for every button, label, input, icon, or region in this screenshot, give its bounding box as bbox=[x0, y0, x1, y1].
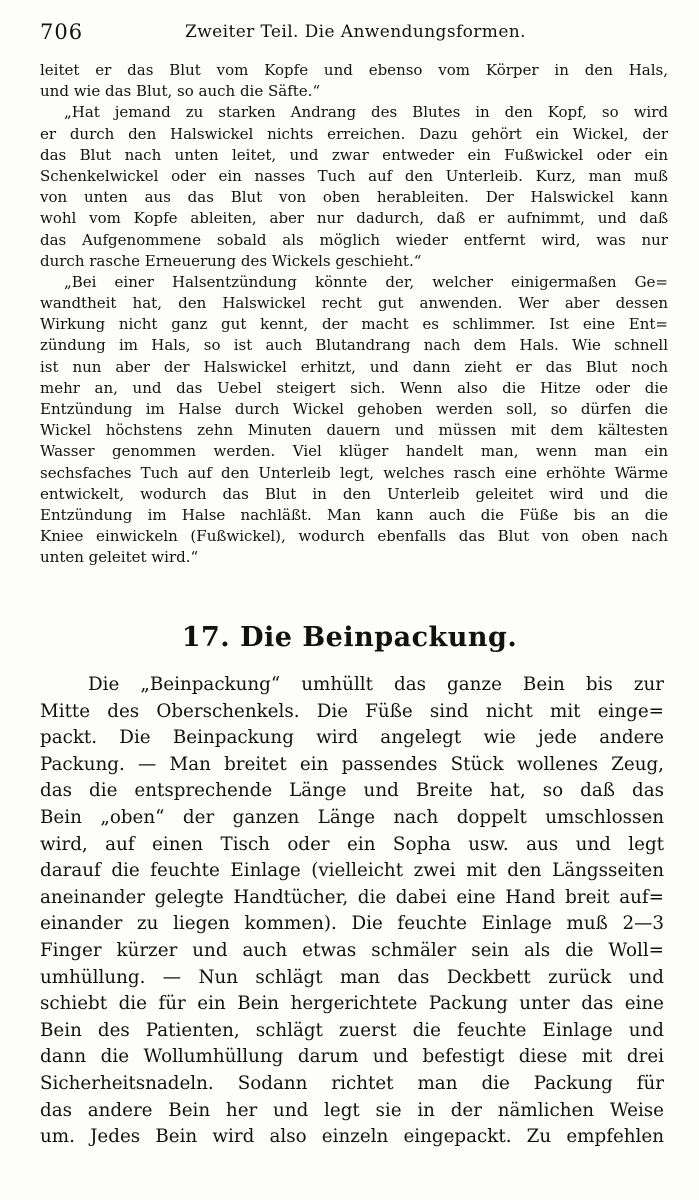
text-line: unten geleitet wird.“ bbox=[40, 548, 199, 567]
text-line: das die entsprechende Länge und Breite hat, so daß das bbox=[40, 780, 664, 802]
page-header bbox=[40, 18, 666, 48]
text-line: wohl vom Kopfe ableiten, aber nur dadurch, daß er aufnimmt, und daß bbox=[40, 209, 668, 228]
text-line: Wickel höchstens zehn Minuten dauern und müssen mit dem kältesten bbox=[40, 421, 668, 440]
text-line: Bein des Patienten, schlägt zuerst die feuchte Einlage und bbox=[40, 1019, 664, 1041]
text-line: und wie das Blut, so auch die Säfte.“ bbox=[40, 82, 321, 101]
text-line: packt. Die Beinpackung wird angelegt wie jede andere bbox=[40, 727, 664, 749]
chapter-title: 17. Die Beinpackung. bbox=[181, 622, 518, 653]
text-line: umhüllung. — Nun schlägt man das Deckbett zurück und bbox=[40, 966, 664, 988]
text-line: einander zu liegen kommen). Die feuchte Einlage muß 2—3 bbox=[40, 913, 664, 935]
text-line: „Bei einer Halsentzündung könnte der, welcher einigermaßen Ge= bbox=[64, 272, 668, 291]
text-line: das Blut nach unten leitet, und zwar entweder ein Fußwickel oder ein bbox=[40, 145, 668, 164]
text-line: Mitte des Oberschenkels. Die Füße sind nicht mit einge= bbox=[40, 700, 664, 722]
text-line: das Aufgenommene sobald als möglich wieder entfernt wird, was nur bbox=[40, 230, 668, 249]
text-line: sechsfaches Tuch auf den Unterleib legt, welches rasch eine erhöhte Wärme bbox=[40, 463, 668, 482]
running-head: Zweiter Teil. Die Anwendungsformen. bbox=[185, 22, 526, 42]
text-line: Wirkung nicht ganz gut kennt, der macht es schlimmer. Ist eine Ent= bbox=[40, 315, 668, 334]
text-line: dann die Wollumhüllung darum und befestigt diese mit drei bbox=[40, 1046, 664, 1068]
quoted-passage bbox=[40, 60, 668, 569]
page-number: 706 bbox=[40, 20, 84, 44]
text-line: schiebt die für ein Bein hergerichtete Packung unter das eine bbox=[40, 993, 664, 1015]
text-line: Finger kürzer und auch etwas schmäler sein als die Woll= bbox=[40, 939, 664, 961]
text-line: Schenkelwickel oder ein nasses Tuch auf den Unterleib. Kurz, man muß bbox=[40, 166, 668, 185]
text-line: aneinander gelegte Handtücher, die dabei eine Hand breit auf= bbox=[40, 886, 664, 908]
chapter-body bbox=[40, 672, 664, 1151]
text-line: Entzündung im Halse nachläßt. Man kann auch die Füße bis an die bbox=[40, 505, 668, 524]
text-line: er durch den Halswickel nichts erreichen. Dazu gehört ein Wickel, der bbox=[40, 124, 668, 143]
text-line: ist nun aber der Halswickel erhitzt, und dann zieht er das Blut noch bbox=[40, 357, 668, 376]
text-line: Die „Beinpackung“ umhüllt das ganze Bein bis zur bbox=[88, 674, 664, 695]
text-line: darauf die feuchte Einlage (vielleicht zwei mit den Längsseiten bbox=[40, 860, 664, 882]
text-line: das andere Bein her und legt sie in der nämlichen Weise bbox=[40, 1099, 664, 1121]
text-line: Sicherheitsnadeln. Sodann richtet man die Packung für bbox=[40, 1072, 664, 1094]
text-line: um. Jedes Bein wird also einzeln eingepackt. Zu empfehlen bbox=[40, 1126, 664, 1148]
text-line: Wasser genommen werden. Viel klüger handelt man, wenn man ein bbox=[40, 442, 668, 461]
text-line: Bein „oben“ der ganzen Länge nach doppelt umschlossen bbox=[40, 806, 664, 828]
text-line: Packung. — Man breitet ein passendes Stück wollenes Zeug, bbox=[40, 753, 664, 775]
text-line: wird, auf einen Tisch oder ein Sopha usw. aus und legt bbox=[40, 833, 664, 855]
text-line: von unten aus das Blut von oben herableiten. Der Halswickel kann bbox=[40, 188, 668, 207]
text-line: „Hat jemand zu starken Andrang des Blutes in den Kopf, so wird bbox=[64, 103, 668, 122]
text-line: zündung im Hals, so ist auch Blutandrang nach dem Hals. Wie schnell bbox=[40, 336, 668, 355]
text-line: entwickelt, wodurch das Blut in den Unterleib geleitet wird und die bbox=[40, 484, 668, 503]
text-line: Entzündung im Halse durch Wickel gehoben werden soll, so dürfen die bbox=[40, 400, 668, 418]
text-line: wandtheit hat, den Halswickel recht gut anwenden. Wer aber dessen bbox=[40, 294, 668, 313]
text-line: mehr an, und das Uebel steigert sich. Wenn also die Hitze oder die bbox=[40, 378, 668, 397]
text-line: Kniee einwickeln (Fußwickel), wodurch ebenfalls das Blut von oben nach bbox=[40, 527, 668, 546]
text-line: leitet er das Blut vom Kopfe und ebenso vom Körper in den Hals, bbox=[40, 61, 668, 79]
text-line: durch rasche Erneuerung des Wickels geschieht.“ bbox=[40, 251, 422, 270]
